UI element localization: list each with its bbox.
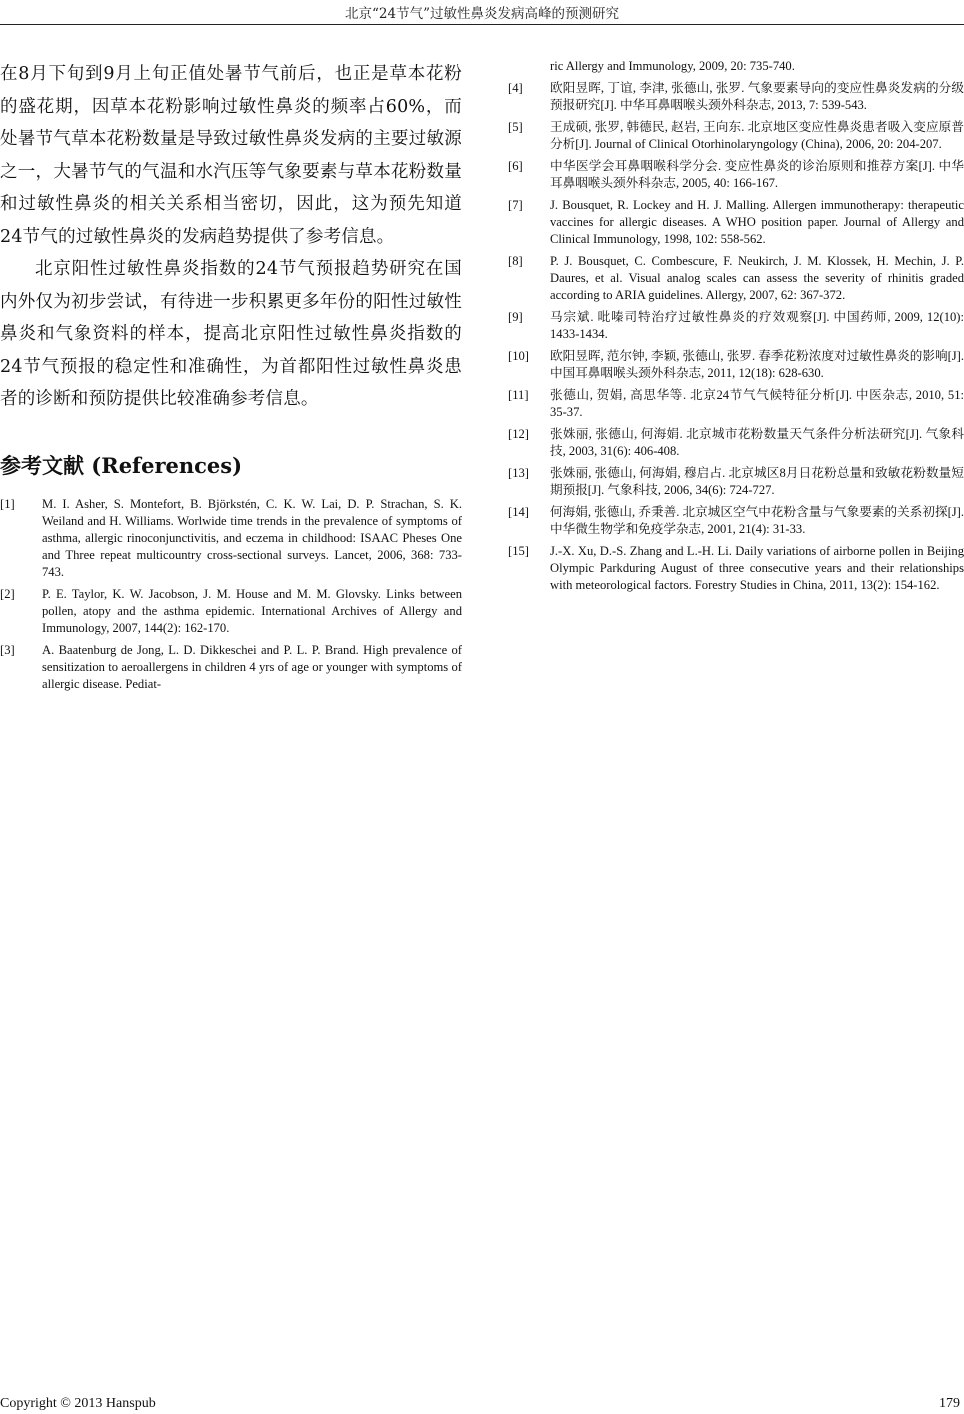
reference-item xyxy=(0,642,462,693)
reference-text: 中华医学会耳鼻咽喉科学分会. 变应性鼻炎的诊治原则和推荐方案[J]. 中华耳鼻咽喉头颈外科杂志, 2005, 40: 166-167. xyxy=(550,159,964,190)
reference-number: [11] xyxy=(508,388,529,402)
reference-number: [14] xyxy=(508,505,529,519)
left-column xyxy=(0,58,462,698)
reference-item xyxy=(0,586,462,637)
references-heading: 参考文献 (References) xyxy=(0,452,243,478)
body-paragraph-1: 在8月下旬到9月上旬正值处暑节气前后，也正是草本花粉的盛花期，因草本花粉影响过敏性鼻炎的频率占60%，而处暑节气草本花粉数量是导致过敏性鼻炎发病的主要过敏源之一，大暑节气的气温和水汽压等气象要素与草本花粉数量和过敏性鼻炎的相关关系相当密切，因此，这为预先知道24节气的过敏性鼻炎的发病趋势提供了参考信息。 xyxy=(0,64,462,247)
body-paragraph-2: 北京阳性过敏性鼻炎指数的24节气预报趋势研究在国内外仅为初步尝试，有待进一步积累更多年份的阳性过敏性鼻炎和气象资料的样本，提高北京阳性过敏性鼻炎指数的24节气预报的稳定性和准确性，为首都阳性过敏性鼻炎患者的诊断和预防提供比较准确参考信息。 xyxy=(0,259,462,409)
reference-number: [7] xyxy=(508,198,523,212)
copyright-notice: Copyright © 2013 Hanspub xyxy=(0,1396,156,1411)
reference-text: 张姝丽, 张德山, 何海娟. 北京城市花粉数量天气条件分析法研究[J]. 气象科技, 2003, 31(6): 406-408. xyxy=(550,427,964,458)
reference-number: [6] xyxy=(508,159,523,173)
reference-item xyxy=(508,197,964,248)
reference-item xyxy=(508,543,964,594)
reference-text: 王成硕, 张罗, 韩德民, 赵岩, 王向东. 北京地区变应性鼻炎患者吸入变应原普分析[J]. Journal of Clinical Otorhinolaryngology (China), 2006, 20: 204-207. xyxy=(550,120,964,151)
reference-item xyxy=(508,309,964,343)
reference-item xyxy=(508,387,964,421)
reference-text: 马宗斌. 吡嗪司特治疗过敏性鼻炎的疗效观察[J]. 中国药师, 2009, 12(10): 1433-1434. xyxy=(550,310,964,341)
reference-number: [10] xyxy=(508,349,529,363)
reference-item xyxy=(508,253,964,304)
reference-item xyxy=(0,496,462,581)
reference-number: [2] xyxy=(0,586,15,601)
header-rule xyxy=(0,24,964,25)
reference-text: 张德山, 贺娟, 高思华等. 北京24节气气候特征分析[J]. 中医杂志, 2010, 51: 35-37. xyxy=(550,388,964,419)
reference-number: [1] xyxy=(0,496,15,511)
reference-number: [13] xyxy=(508,466,529,480)
reference-text: J. Bousquet, R. Lockey and H. J. Malling. Allergen immunotherapy: therapeutic vaccines for allergic diseases. A WHO position paper. Journal of Allergy and Clinical Immunology, 1998, 102: 558-562. xyxy=(550,198,964,246)
reference-text: J.-X. Xu, D.-S. Zhang and L.-H. Li. Daily variations of airborne pollen in Beijing Olympic Parkduring August of three consecutive years and their relationships with meteorological factors. Forestry Studies in China, 2011, 13(2): 154-162. xyxy=(550,544,964,592)
reference-text: P. E. Taylor, K. W. Jacobson, J. M. House and M. M. Glovsky. Links between pollen, atopy and the asthma epidemic. International Archives of Allergy and Immunology, 2007, 144(2): 162-170. xyxy=(42,586,462,635)
right-column xyxy=(508,58,964,599)
reference-text: 欧阳昱晖, 丁谊, 李津, 张德山, 张罗. 气象要素导向的变应性鼻炎发病的分级预报研究[J]. 中华耳鼻咽喉头颈外科杂志, 2013, 7: 539-543. xyxy=(550,81,964,112)
reference-list-left xyxy=(0,496,462,693)
reference-text: 欧阳昱晖, 范尔钟, 李颖, 张德山, 张罗. 春季花粉浓度对过敏性鼻炎的影响[J]. 中国耳鼻咽喉头颈外科杂志, 2011, 12(18): 628-630. xyxy=(550,349,964,380)
reference-text: 何海娟, 张德山, 乔秉善. 北京城区空气中花粉含量与气象要素的关系初探[J]. 中华微生物学和免疫学杂志, 2001, 21(4): 31-33. xyxy=(550,505,964,536)
reference-item xyxy=(508,426,964,460)
page-number: 179 xyxy=(939,1396,960,1411)
reference-item xyxy=(508,465,964,499)
reference-number: [9] xyxy=(508,310,523,324)
reference-text: A. Baatenburg de Jong, L. D. Dikkeschei and P. L. P. Brand. High prevalence of sensitization to aeroallergens in children 4 yrs of age or younger with symptoms of allergic disease. Pediat- xyxy=(42,642,462,691)
reference-item xyxy=(508,158,964,192)
reference-number: [12] xyxy=(508,427,529,441)
reference-continuation: ric Allergy and Immunology, 2009, 20: 735-740. xyxy=(550,59,795,73)
running-header: 北京“24节气”过敏性鼻炎发病高峰的预测研究 xyxy=(345,6,619,22)
reference-text: 张姝丽, 张德山, 何海娟, 穆启占. 北京城区8月日花粉总量和致敏花粉数量短期预报[J]. 气象科技, 2006, 34(6): 724-727. xyxy=(550,466,964,497)
reference-item xyxy=(508,80,964,114)
reference-number: [5] xyxy=(508,120,523,134)
reference-number: [3] xyxy=(0,642,15,657)
reference-text: P. J. Bousquet, C. Combescure, F. Neukirch, J. M. Klossek, H. Mechin, J. P. Daures, et al. Visual analog scales can assess the severity of rhinitis graded according to ARIA guidelines. Allergy, 2007, 62: 367-372. xyxy=(550,254,964,302)
reference-text: M. I. Asher, S. Montefort, B. Björkstén, C. K. W. Lai, D. P. Strachan, S. K. Weiland and H. Williams. Worlwide time trends in the prevalence of symptoms of asthma, allergic rinoconjunctivitis, and eczema in childhood: ISAAC Pheses One and Three repeat multicountry cross-sectional surveys. Lancet, 2006, 368: 733-743. xyxy=(42,496,462,579)
reference-number: [4] xyxy=(508,81,523,95)
reference-item xyxy=(508,348,964,382)
reference-item xyxy=(508,504,964,538)
reference-list-right xyxy=(508,80,964,594)
reference-number: [15] xyxy=(508,544,529,558)
reference-number: [8] xyxy=(508,254,523,268)
reference-item xyxy=(508,119,964,153)
